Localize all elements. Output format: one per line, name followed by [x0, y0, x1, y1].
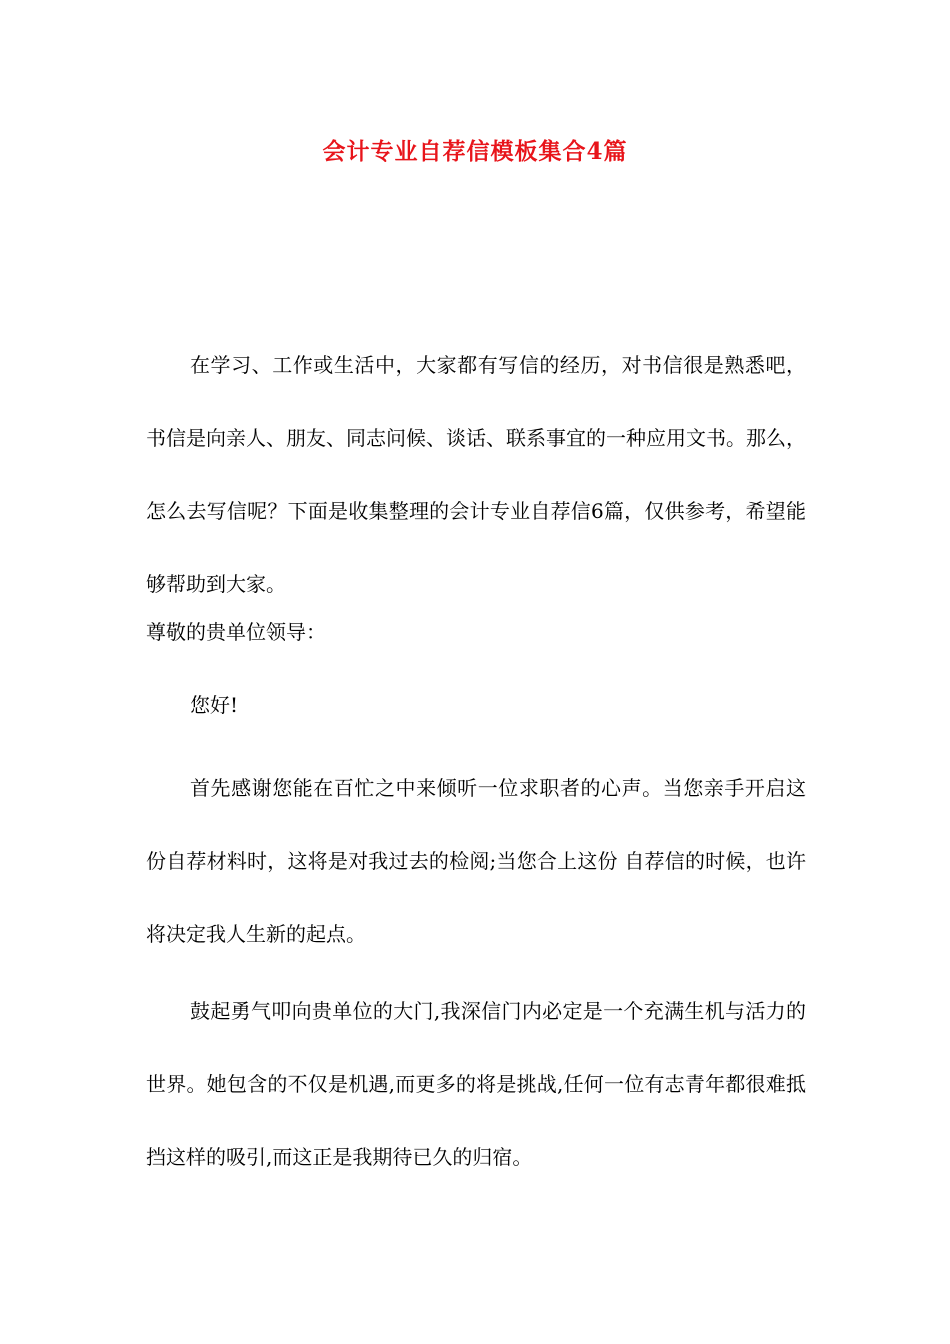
document-title: 会计专业自荐信模板集合4篇	[322, 138, 628, 165]
intro-paragraph: 在学习、工作或生活中，大家都有写信的经历，对书信很是熟悉吧，书信是向亲人、朋友、同志问候、谈话、联系事宜的一种应用文书。那么，怎么去写信呢？下面是收集整理的会计专业自荐信6篇，仅供参考，希望能够帮助到大家。	[146, 353, 806, 596]
salutation: 尊敬的贵单位领导：	[146, 620, 326, 644]
letter-paragraph-1: 首先感谢您能在百忙之中来倾听一位求职者的心声。当您亲手开启这份自荐材料时，这将是对我过去的检阅;当您合上这份 自荐信的时候，也许将决定我人生新的起点。	[146, 776, 806, 946]
greeting: 您好!	[190, 693, 239, 717]
letter-paragraph-2: 鼓起勇气叩向贵单位的大门,我深信门内必定是一个充满生机与活力的世界。她包含的不仅是机遇,而更多的将是挑战,任何一位有志青年都很难抵挡这样的吸引,而这正是我期待已久的归宿。	[146, 999, 806, 1169]
